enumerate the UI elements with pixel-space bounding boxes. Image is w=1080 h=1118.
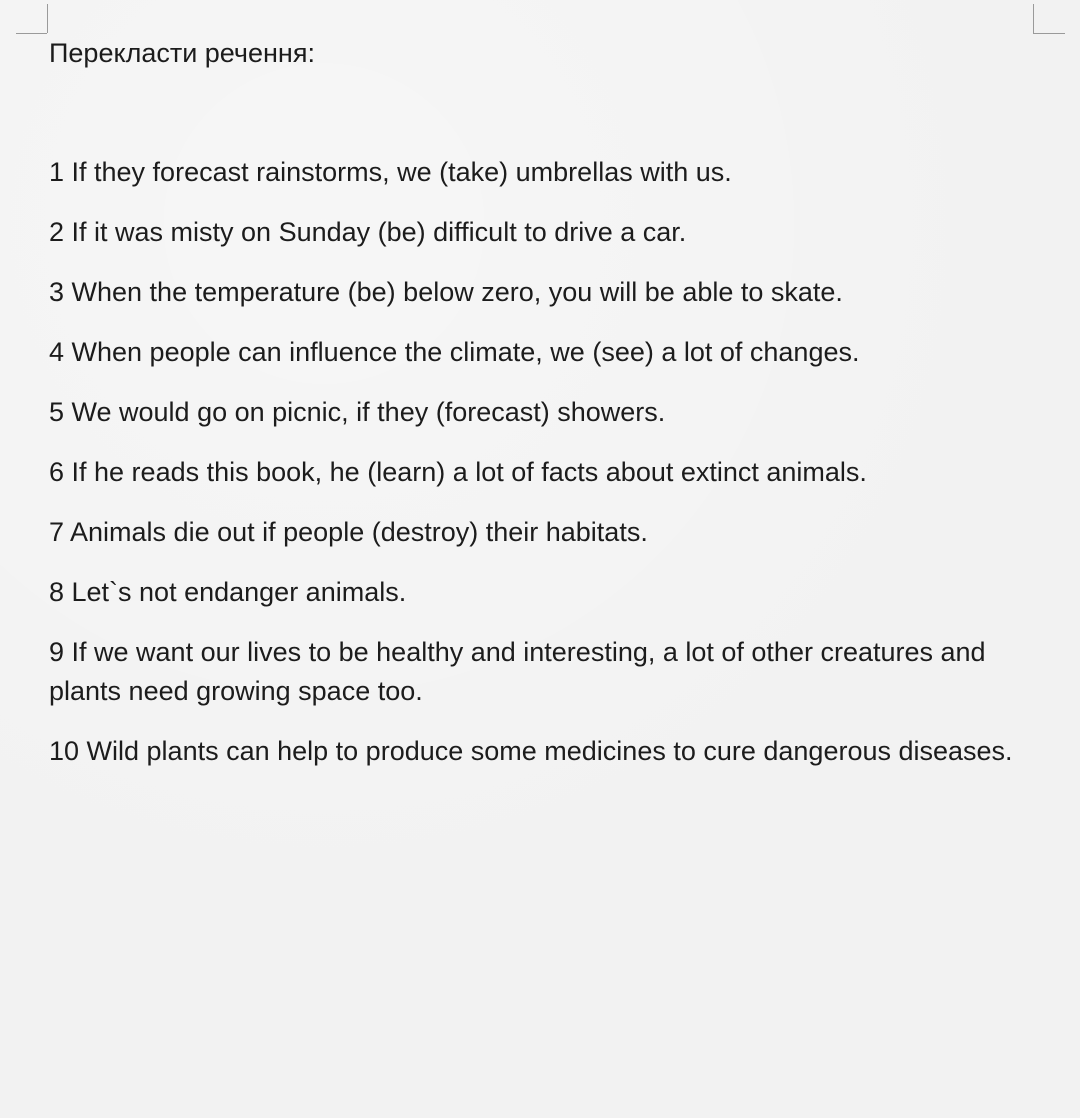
document-heading: Перекласти речення: bbox=[49, 38, 315, 68]
page-corner-mark-top-left-vertical bbox=[47, 4, 48, 33]
page-corner-mark-top-left bbox=[16, 33, 47, 34]
sentence-10: 10 Wild plants can help to produce some medicines to cure dangerous diseases. bbox=[49, 736, 1013, 766]
sentence-7: 7 Animals die out if people (destroy) their habitats. bbox=[49, 517, 648, 547]
sentence-5: 5 We would go on picnic, if they (forecast) showers. bbox=[49, 397, 666, 427]
page-corner-mark-top-right bbox=[1033, 4, 1034, 33]
sentence-9: 9 If we want our lives to be healthy and interesting, a lot of other creatures and plants need growing space too. bbox=[49, 637, 986, 706]
sentence-2: 2 If it was misty on Sunday (be) difficult to drive a car. bbox=[49, 217, 687, 247]
sentence-3: 3 When the temperature (be) below zero, you will be able to skate. bbox=[49, 277, 843, 307]
sentence-8: 8 Let`s not endanger animals. bbox=[49, 577, 407, 607]
page-corner-mark-top-right-horizontal bbox=[1033, 33, 1065, 34]
sentence-4: 4 When people can influence the climate, we (see) a lot of changes. bbox=[49, 337, 860, 367]
sentence-1: 1 If they forecast rainstorms, we (take) umbrellas with us. bbox=[49, 157, 732, 187]
sentence-list bbox=[49, 153, 1034, 792]
sentence-6: 6 If he reads this book, he (learn) a lot of facts about extinct animals. bbox=[49, 457, 867, 487]
